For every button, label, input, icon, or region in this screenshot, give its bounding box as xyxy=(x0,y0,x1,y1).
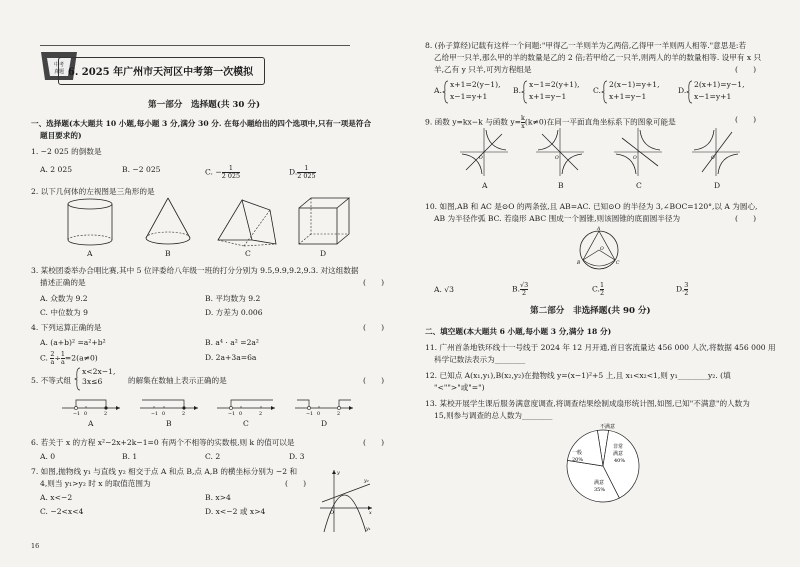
q8-option-b: B. xyxy=(513,86,521,95)
right-column xyxy=(400,0,800,567)
number-line-d xyxy=(293,394,355,416)
q3-option-c: C. 中位数为 9 xyxy=(40,308,88,317)
cone-figure xyxy=(138,196,198,248)
svg-text:−1: −1 xyxy=(151,412,159,417)
q8-c-line1: 2(x−1)=y+1, xyxy=(609,80,660,89)
pie-label-satisfied: 满意 xyxy=(594,480,605,486)
q1-stem: 1. −2 025 的倒数是 xyxy=(31,147,102,156)
q10-stem-cont: AB 为半径作弧 BC. 若扇形 ABC 围成一个圆锥,则该圆锥的底面圆半径为 xyxy=(434,214,681,223)
svg-text:O: O xyxy=(711,156,715,161)
q9-label-d: D xyxy=(714,181,721,190)
q5-label-a: A xyxy=(88,419,94,428)
q3-stem-cont: 描述正确的是 xyxy=(40,278,86,287)
q2-label-c: C xyxy=(245,249,251,258)
q11-stem-cont: 科学记数法表示为________ xyxy=(434,355,526,364)
q5-stem: 5. 不等式组 xyxy=(31,376,72,385)
svg-text:0: 0 xyxy=(84,412,88,417)
q5-brace xyxy=(75,367,81,391)
q12-stem: 12. 已知点 A(x₁,y₁),B(x₂,y₂)在抛物线 y=(x−1)²+5 上,且 x₁<x₂<1,则 y₁________y₂. (填 xyxy=(425,371,731,380)
svg-text:y₁: y₁ xyxy=(366,527,371,532)
q7-option-b: B. x>4 xyxy=(205,493,231,502)
q9-stem: 9. 函数 y=kx−k 与函数 y= $\frac{k}{x}$ (k≠0)在同一平面直角坐标系下的图象可能是 xyxy=(425,114,676,130)
q1-option-a: A. 2 025 xyxy=(40,165,73,174)
q6-option-b: B. 1 xyxy=(122,452,138,461)
q11-stem: 11. 广州首条地铁环线十一号线于 2024 年 12 月开通,首日客流量达 456 000 人次,将数据 456 000 用 xyxy=(425,343,776,352)
svg-text:O: O xyxy=(600,247,604,252)
q1-option-c: C. − $\frac{1}{2 025}$ xyxy=(205,164,241,180)
q8-brace-d xyxy=(687,80,693,104)
pie-label-average: 一般 xyxy=(572,450,583,456)
q6-option-c: C. 2 xyxy=(205,452,221,461)
svg-text:O: O xyxy=(330,511,334,516)
q8-option-a: A. xyxy=(434,86,442,95)
cube-figure xyxy=(295,196,355,248)
q8-brace-a xyxy=(443,80,449,104)
q3-option-d: D. 方差为 0.006 xyxy=(205,308,263,317)
q1-option-b: B. −2 025 xyxy=(122,165,161,174)
q8-option-d: D. xyxy=(678,86,687,95)
q9-graph-d xyxy=(690,126,742,178)
svg-text:2: 2 xyxy=(104,412,108,417)
q3-answer-bracket: ( ) xyxy=(363,278,385,287)
q5-system-line2: 3x≤6 xyxy=(82,377,103,386)
q3-option-b: B. 平均数为 9.2 xyxy=(205,294,261,303)
part1-title: 第一部分 选择题(共 30 分) xyxy=(148,100,261,110)
q8-a-line2: x−1=y+1 xyxy=(450,92,488,101)
satisfaction-pie-chart xyxy=(558,422,648,508)
q8-b-line1: x−1=2(y+1), xyxy=(529,80,580,89)
q10-option-a: A. √3 xyxy=(434,285,454,294)
svg-text:O: O xyxy=(555,156,559,161)
q7-option-a: A. x<−2 xyxy=(40,493,73,502)
svg-text:0: 0 xyxy=(162,412,166,417)
q8-d-line1: 2(x+1)=y−1, xyxy=(694,80,745,89)
q8-a-line1: x+1=2(y−1), xyxy=(450,80,501,89)
svg-text:−1: −1 xyxy=(306,412,314,417)
part1-instruction: 一、选择题(本大题共 10 小题,每小题 3 分,满分 30 分. 在每小题给出的四个选项中,只有一项是符合 xyxy=(31,119,372,128)
svg-text:0: 0 xyxy=(317,412,321,417)
q13-stem: 13. 某校开展学生课后服务满意度调查,将调查结果绘制成扇形统计图,如图,已知"不满意"的人数为 xyxy=(425,399,750,408)
cylinder-figure xyxy=(60,198,120,248)
q2-stem: 2. 以下几何体的左视图是三角形的是 xyxy=(31,187,155,196)
q10-stem: 10. 如图,AB 和 AC 是⊙O 的两条弦,且 AB=AC. 已知⊙O 的半径为 3,∠BOC=120°,以 A 为圆心, xyxy=(425,202,758,211)
svg-text:0: 0 xyxy=(239,412,243,417)
q5-label-b: B xyxy=(166,419,172,428)
q9-graph-b xyxy=(534,126,586,178)
svg-text:O: O xyxy=(479,156,483,161)
q8-brace-b xyxy=(522,80,528,104)
q2-label-d: D xyxy=(320,249,327,258)
q8-c-line2: x+1=y−1 xyxy=(609,92,647,101)
q4-answer-bracket: ( ) xyxy=(363,323,385,332)
q9-graph-c xyxy=(612,126,664,178)
svg-text:O: O xyxy=(633,156,637,161)
svg-text:真题: 真题 xyxy=(53,69,65,75)
q6-answer-bracket: ( ) xyxy=(363,438,385,447)
q8-answer-bracket: ( ) xyxy=(735,65,757,74)
svg-text:2: 2 xyxy=(182,412,186,417)
q6-option-a: A. 0 xyxy=(40,452,56,461)
q4-stem: 4. 下列运算正确的是 xyxy=(31,323,102,332)
prism-figure xyxy=(214,196,278,248)
q5-label-c: C xyxy=(243,419,249,428)
number-line-c xyxy=(215,394,277,416)
q8-stem-cont: 乙给甲一只羊,那么甲的羊的数量是乙的 2 倍;若甲给乙一只羊,则两人的羊的数量相等. 设甲有 x 只 xyxy=(434,53,762,62)
svg-text:2: 2 xyxy=(259,412,263,417)
svg-text:y: y xyxy=(337,471,340,476)
q8-b-line2: x+1=y−1 xyxy=(529,92,567,101)
part2-instruction: 二、填空题(本大题共 6 小题,每小题 3 分,满分 18 分) xyxy=(425,327,612,336)
paper-title: 6. 2025 年广州市天河区中考第一次模拟 xyxy=(67,67,254,78)
pie-label-very-satisfied-1: 非常 xyxy=(613,444,624,450)
q10-answer-bracket: ( ) xyxy=(735,214,757,223)
header-rule xyxy=(40,45,350,46)
q10-circle-figure xyxy=(576,228,622,274)
q5-label-d: D xyxy=(321,419,328,428)
q4-option-a: A. (a+b)² =a²+b² xyxy=(40,338,106,347)
pie-label-very-satisfied-pct: 40% xyxy=(614,458,626,464)
q7-stem-cont: 4,则当 y₁>y₂ 时 x 的取值范围为 xyxy=(40,479,151,488)
q9-graph-a xyxy=(458,126,510,178)
number-line-a xyxy=(60,394,122,416)
q7-option-d: D. x<−2 或 x>4 xyxy=(205,507,266,516)
part2-title: 第二部分 非选择题(共 90 分) xyxy=(530,306,651,316)
q9-label-b: B xyxy=(558,181,564,190)
page-number: 16 xyxy=(31,542,40,550)
q2-label-a: A xyxy=(87,249,93,258)
svg-text:2: 2 xyxy=(337,412,341,417)
q5-system-line1: x<2x−1, xyxy=(82,367,116,376)
number-line-b xyxy=(138,394,200,416)
q10-option-b: B. $\frac{√3}{2}$ xyxy=(512,281,529,297)
q9-label-a: A xyxy=(482,181,488,190)
q4-option-c: C. $\frac{2}{a}$ ÷ $\frac{1}{a}$ =2(a≠0) xyxy=(40,350,98,366)
q8-stem: 8. (孙子算经)记载有这样一个问题:"甲得乙一羊则羊为乙两倍,乙得甲一羊则两人相等."意思是:若 xyxy=(425,41,747,50)
svg-text:A: A xyxy=(597,227,601,232)
pie-label-very-satisfied-2: 满意 xyxy=(613,451,624,457)
pie-label-satisfied-pct: 35% xyxy=(594,487,606,493)
part1-instruction-cont: 题目要求的) xyxy=(40,131,82,140)
q7-answer-bracket: ( ) xyxy=(285,479,307,488)
q9-label-c: C xyxy=(636,181,642,190)
q8-stem-cont2: 羊,乙有 y 只羊,可列方程组是 xyxy=(434,65,532,74)
q8-brace-c xyxy=(602,80,608,104)
pie-label-average-pct: 20% xyxy=(572,457,584,463)
svg-text:−1: −1 xyxy=(228,412,236,417)
q10-option-c: C. $\frac{1}{2}$ xyxy=(592,281,605,297)
svg-text:−1: −1 xyxy=(73,412,81,417)
pie-label-unsatisfied: 不满意 xyxy=(600,424,616,430)
q7-option-c: C. −2<x<4 xyxy=(40,507,84,516)
svg-text:x: x xyxy=(369,511,372,516)
q3-stem: 3. 某校团委举办合唱比赛,其中 5 位评委给八年级一班的打分分别为 9.5,9.9,9.2,9.3. 对这组数据 xyxy=(31,266,359,275)
q6-stem: 6. 若关于 x 的方程 x²−2x+2k−1=0 有两个不相等的实数根,则 k 的值可以是 xyxy=(31,438,295,447)
q9-answer-bracket: ( ) xyxy=(735,115,757,124)
q5-stem-cont: 的解集在数轴上表示正确的是 xyxy=(128,376,227,385)
svg-text:C: C xyxy=(616,261,620,266)
q7-stem: 7. 如图,抛物线 y₁ 与直线 y₂ 相交于点 A 和点 B,点 A,B 的横坐标分别为 −2 和 xyxy=(31,467,298,476)
q5-answer-bracket: ( ) xyxy=(363,376,385,385)
svg-text:中考: 中考 xyxy=(53,62,65,68)
q6-option-d: D. 3 xyxy=(289,452,305,461)
q7-parabola-figure xyxy=(318,468,374,534)
svg-text:B: B xyxy=(577,261,581,266)
svg-text:y₂: y₂ xyxy=(364,479,369,484)
q4-option-b: B. a⁴ · a² =2a² xyxy=(205,338,259,347)
q8-d-line2: x−1=y+1 xyxy=(694,92,732,101)
q4-option-d: D. 2a+3a=6a xyxy=(205,353,257,362)
q1-option-d: D. $\frac{1}{2 025}$ xyxy=(289,164,316,180)
q3-option-a: A. 众数为 9.2 xyxy=(40,294,88,303)
q10-option-d: D. $\frac{3}{2}$ xyxy=(676,281,689,297)
q12-stem-cont: "<"">"或"=") xyxy=(434,383,485,392)
q8-option-c: C. xyxy=(593,86,601,95)
q13-stem-cont: 15,则参与调查的总人数为________ xyxy=(434,411,553,420)
q2-label-b: B xyxy=(165,249,171,258)
